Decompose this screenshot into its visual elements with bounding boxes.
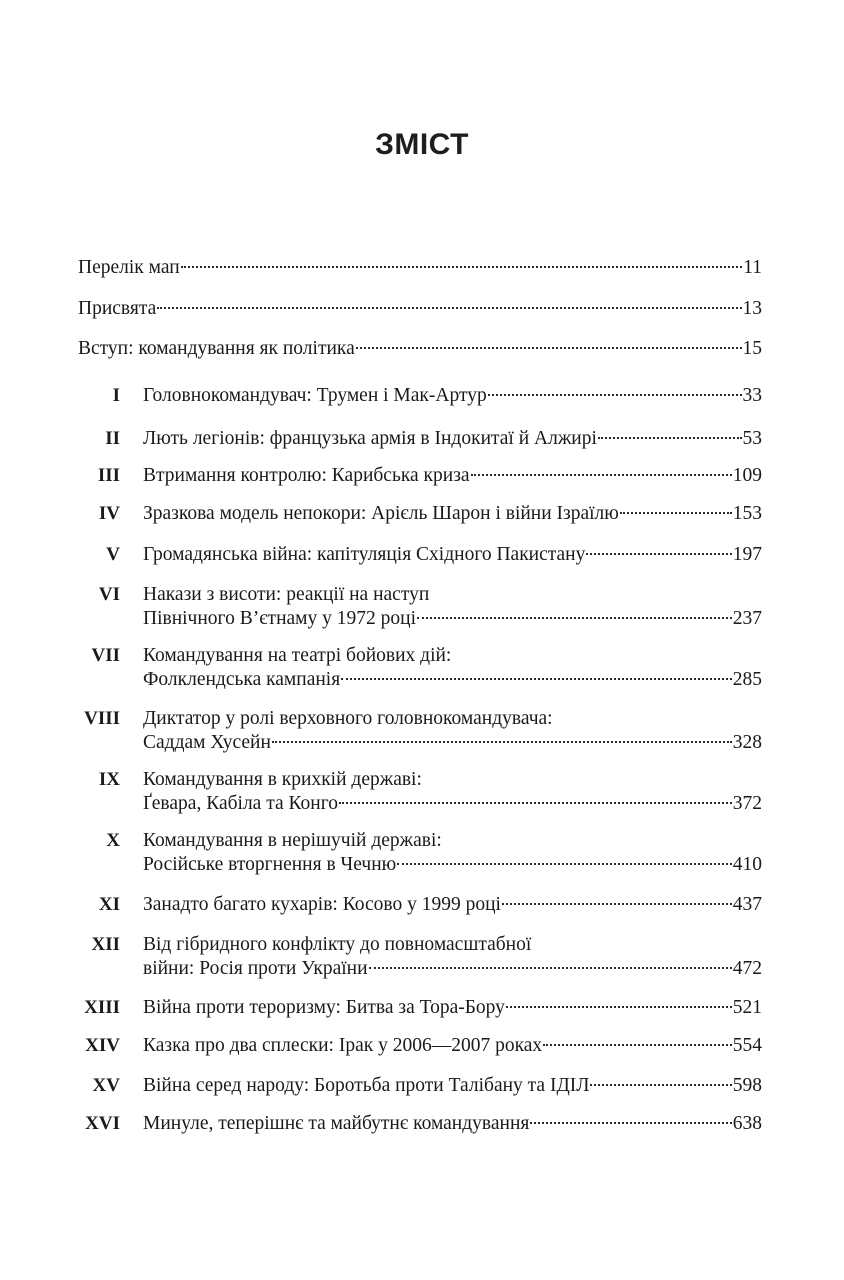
- page-number: 372: [732, 793, 762, 814]
- chapter-number: III: [97, 465, 120, 486]
- chapter-title-line1: Командування в крихкій державі:: [143, 769, 422, 790]
- dot-leader: [339, 802, 732, 804]
- chapter-number: XI: [98, 894, 120, 915]
- page-number: 153: [732, 503, 762, 524]
- toc-entry-line: [78, 337, 762, 360]
- toc-entry-line: [143, 731, 762, 754]
- entry-title: Війна серед народу: Боротьба проти Талібану та ІДІЛ: [143, 1075, 590, 1096]
- chapter-title-line1: Диктатор у ролі верховного головнокомандувача:: [143, 708, 553, 729]
- dot-leader: [502, 903, 732, 905]
- dot-leader: [590, 1084, 731, 1086]
- page-number: 109: [732, 465, 762, 486]
- dot-leader: [369, 967, 732, 969]
- page-number: 410: [732, 854, 762, 875]
- toc-entry-line: [143, 502, 762, 525]
- chapter-number: XIV: [85, 1035, 120, 1056]
- dot-leader: [157, 307, 741, 309]
- entry-title: Фолклендська кампанія: [143, 669, 341, 690]
- toc-entry-line: [143, 1112, 762, 1135]
- entry-title: Північного В’єтнаму у 1972 році: [143, 608, 416, 629]
- entry-title: Ґевара, Кабіла та Конго: [143, 793, 338, 814]
- chapter-number: VIII: [84, 708, 120, 729]
- toc-entry-line: [78, 297, 762, 320]
- page-number: 11: [743, 257, 762, 278]
- entry-title: Війна проти тероризму: Битва за Тора-Бору: [143, 997, 505, 1018]
- dot-leader: [488, 394, 742, 396]
- entry-title: Перелік мап: [78, 257, 180, 278]
- entry-title: Присвята: [78, 298, 157, 319]
- entry-title: Головнокомандувач: Трумен і Мак-Артур: [143, 385, 487, 406]
- chapter-number: I: [112, 385, 120, 406]
- toc-entry-line: [143, 384, 762, 407]
- dot-leader: [397, 863, 732, 865]
- chapter-number: II: [105, 428, 120, 449]
- dot-leader: [356, 347, 742, 349]
- toc-entry-line: [143, 543, 762, 566]
- chapter-title-line1: Командування на театрі бойових дій:: [143, 645, 452, 666]
- toc-entry-line: [143, 464, 762, 487]
- chapter-number: IX: [98, 769, 120, 790]
- chapter-number: XII: [91, 934, 120, 955]
- chapter-number: XV: [92, 1075, 120, 1096]
- chapter-title-line1: Командування в нерішучій державі:: [143, 830, 442, 851]
- page-number: 472: [732, 958, 762, 979]
- chapter-number: IV: [98, 503, 120, 524]
- dot-leader: [506, 1006, 732, 1008]
- dot-leader: [272, 741, 732, 743]
- chapter-title-line1: Від гібридного конфлікту до повномасштабної: [143, 934, 532, 955]
- toc-entry-line: [143, 607, 762, 630]
- page-number: 638: [732, 1113, 762, 1134]
- toc-entry-line: [78, 256, 762, 279]
- toc-entry-line: [143, 893, 762, 916]
- entry-title: Втримання контролю: Карибська криза: [143, 465, 470, 486]
- entry-title: Громадянська війна: капітуляція Східного Пакистану: [143, 544, 586, 565]
- dot-leader: [471, 474, 732, 476]
- dot-leader: [341, 678, 732, 680]
- entry-title: Зразкова модель непокори: Арієль Шарон і війни Ізраїлю: [143, 503, 619, 524]
- toc-entry-line: [143, 1034, 762, 1057]
- dot-leader: [417, 617, 732, 619]
- entry-title: Минуле, теперішнє та майбутнє командування: [143, 1113, 530, 1134]
- entry-title: Казка про два сплески: Ірак у 2006—2007 роках: [143, 1035, 543, 1056]
- page-number: 521: [732, 997, 762, 1018]
- toc-entry-line: [143, 853, 762, 876]
- dot-leader: [586, 553, 731, 555]
- chapter-number: XIII: [84, 997, 120, 1018]
- dot-leader: [598, 437, 742, 439]
- chapter-title-line1: Накази з висоти: реакції на наступ: [143, 584, 430, 605]
- page-number: 33: [742, 385, 762, 406]
- toc-entry-line: [143, 668, 762, 691]
- entry-title: Саддам Хусейн: [143, 732, 271, 753]
- toc-entry-line: [143, 957, 762, 980]
- entry-title: Занадто багато кухарів: Косово у 1999 році: [143, 894, 501, 915]
- dot-leader: [620, 512, 732, 514]
- entry-title: Лють легіонів: французька армія в Індокитаї й Алжирі: [143, 428, 597, 449]
- page-number: 328: [732, 732, 762, 753]
- page-number: 285: [732, 669, 762, 690]
- page-number: 237: [732, 608, 762, 629]
- entry-title: війни: Росія проти України: [143, 958, 368, 979]
- chapter-number: VI: [98, 584, 120, 605]
- toc-entry-line: [143, 1074, 762, 1097]
- entry-title: Російське вторгнення в Чечню: [143, 854, 397, 875]
- chapter-number: XVI: [85, 1113, 120, 1134]
- page-number: 437: [732, 894, 762, 915]
- dot-leader: [181, 266, 743, 268]
- dot-leader: [530, 1122, 731, 1124]
- page-number: 15: [742, 338, 762, 359]
- entry-title: Вступ: командування як політика: [78, 338, 355, 359]
- page-number: 53: [742, 428, 762, 449]
- page-number: 13: [742, 298, 762, 319]
- toc-entry-line: [143, 792, 762, 815]
- dot-leader: [543, 1044, 732, 1046]
- toc-entry-line: [143, 427, 762, 450]
- chapter-number: V: [106, 544, 120, 565]
- page-number: 598: [732, 1075, 762, 1096]
- toc-entry-line: [143, 996, 762, 1019]
- page-number: 197: [732, 544, 762, 565]
- page-number: 554: [732, 1035, 762, 1056]
- chapter-number: VII: [91, 645, 120, 666]
- chapter-number: X: [106, 830, 120, 851]
- page-title: ЗМІСТ: [375, 128, 469, 161]
